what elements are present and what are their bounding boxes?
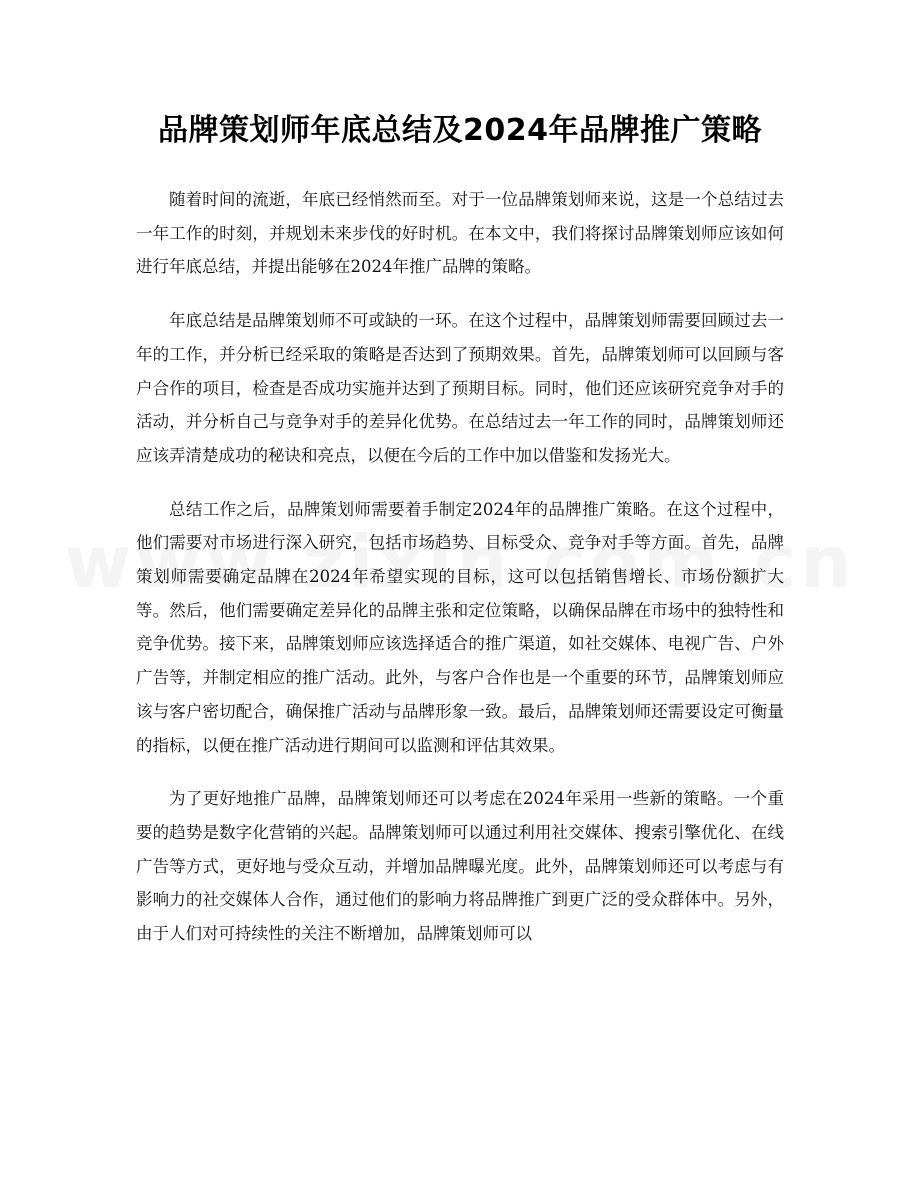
document-title: 品牌策划师年底总结及2024年品牌推广策略 (158, 113, 762, 148)
paragraph: 总结工作之后，品牌策划师需要着手制定2024年的品牌推广策略。在这个过程中，他们需要对市场进行深入研究，包括市场趋势、目标受众、竞争对手等方面。首先，品牌策划师需要确定品牌在2024年希望实现的目标，这可以包括销售增长、市场份额扩大等。然后，他们需要确定差异化的品牌主张和定位策略，以确保品牌在市场中的独特性和竞争优势。接下来，品牌策划师应该选择适合的推广渠道，如社交媒体、电视广告、户外广告等，并制定相应的推广活动。此外，与客户合作也是一个重要的环节，品牌策划师应该与客户密切配合，确保推广活动与品牌形象一致。最后，品牌策划师还需要设定可衡量的指标，以便在推广活动进行期间可以监测和评估其效果。 (136, 499, 784, 755)
paragraph: 年底总结是品牌策划师不可或缺的一环。在这个过程中，品牌策划师需要回顾过去一年的工作，并分析已经采取的策略是否达到了预期效果。首先，品牌策划师可以回顾与客户合作的项目，检查是否成功实施并达到了预期目标。同时，他们还应该研究竞争对手的活动，并分析自己与竞争对手的差异化优势。在总结过去一年工作的同时，品牌策划师还应该弄清楚成功的秘诀和亮点，以便在今后的工作中加以借鉴和发扬光大。 (136, 311, 784, 465)
paragraph: 为了更好地推广品牌，品牌策划师还可以考虑在2024年采用一些新的策略。一个重要的趋势是数字化营销的兴起。品牌策划师可以通过利用社交媒体、搜索引擎优化、在线广告等方式，更好地与受众互动，并增加品牌曝光度。此外，品牌策划师还可以考虑与有影响力的社交媒体人合作，通过他们的影响力将品牌推广到更广泛的受众群体中。另外，由于人们对可持续性的关注不断增加，品牌策划师可以 (136, 789, 784, 944)
document-body (136, 183, 784, 971)
paragraph: 随着时间的流逝，年底已经悄然而至。对于一位品牌策划师来说，这是一个总结过去一年工作的时刻，并规划未来步伐的好时机。在本文中，我们将探讨品牌策划师应该如何进行年底总结，并提出能够在2024年推广品牌的策略。 (136, 190, 784, 277)
